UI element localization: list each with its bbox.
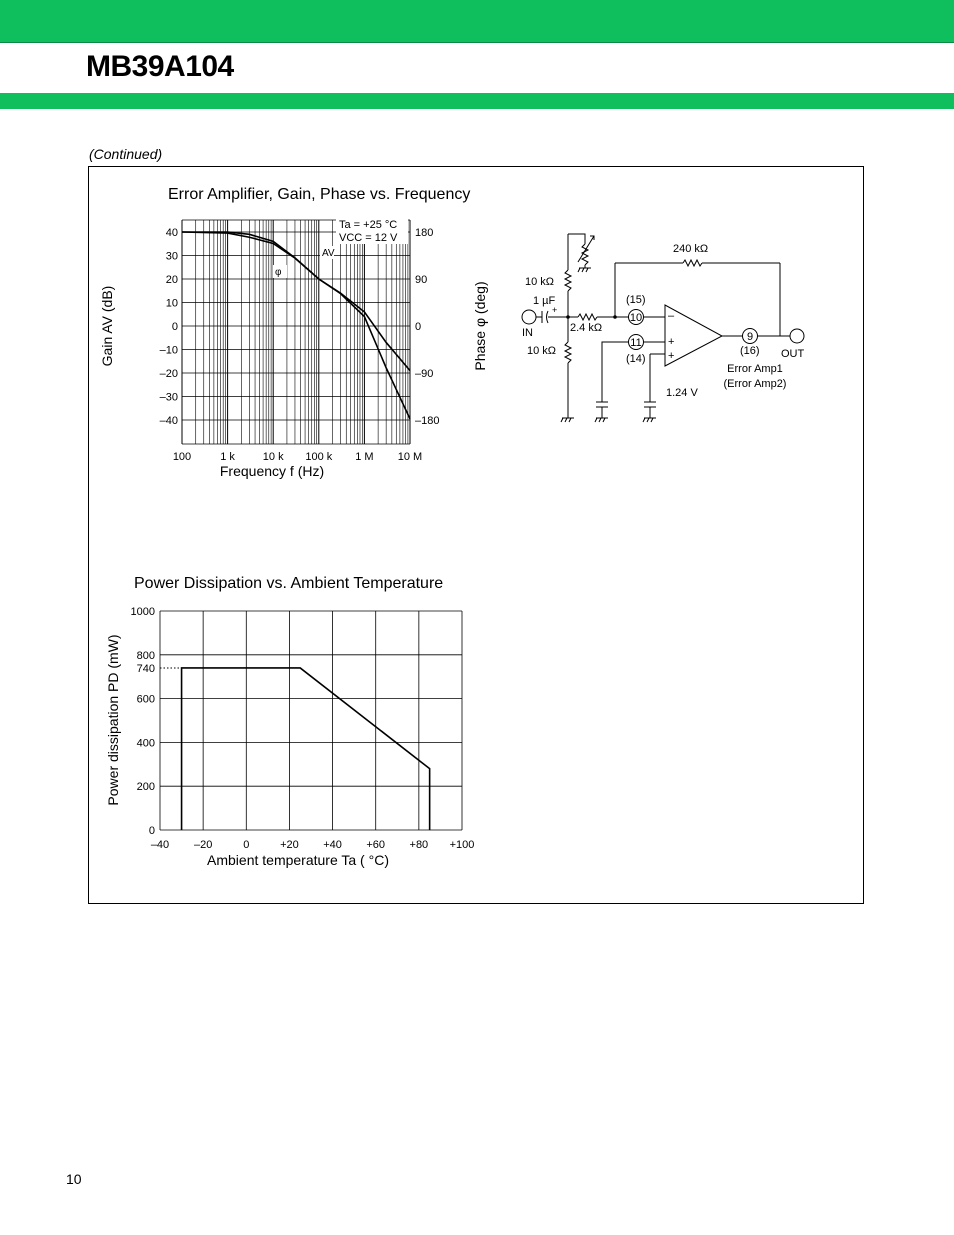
x-tick-label: +80 [409,839,429,851]
amp-name-alt: (Error Amp2) [723,378,787,390]
amp-name: Error Amp1 [727,363,783,375]
x-axis-label: Ambient temperature Ta ( °C) [207,852,389,868]
y2-tick-label: 90 [415,274,428,286]
series-resistor-label: 2.4 kΩ [570,322,603,334]
capacitor-label: 1 µF [533,295,556,307]
part-number-title: MB39A104 [86,50,234,83]
y-tick-label: 10 [165,297,178,310]
pin-noninv-number: 11 [630,337,642,349]
top-resistor-label: 10 kΩ [525,276,555,288]
x-tick-label: +40 [323,839,342,851]
opamp-plus-1: + [668,336,675,348]
y-tick-label: 800 [136,649,155,662]
output-label: OUT [781,348,805,360]
reference-voltage-label: 1.24 V [666,387,698,399]
series-label: AV [322,248,335,259]
y2-tick-label: –90 [415,368,434,380]
x-tick-label: 1 k [220,451,235,463]
pin-noninv-alt: (14) [626,353,646,365]
x-tick-label: 1 M [355,451,374,463]
x-tick-label: 100 [172,451,192,463]
y-tick-label: –10 [159,344,178,357]
y-tick-label: 200 [136,781,155,794]
opamp-minus: – [668,310,675,322]
y-tick-label: –40 [159,415,178,427]
x-tick-label: 10 k [262,451,284,463]
pin-out-alt: (16) [740,345,760,357]
continued-label: (Continued) [89,146,163,162]
y-axis-label: Power dissipation PD (mW) [105,634,121,806]
x-tick-label: –40 [150,839,170,851]
x-tick-label: 0 [243,839,250,851]
y-tick-label: –20 [159,368,178,380]
page-number: 10 [66,1171,82,1187]
y2-tick-label: –180 [415,415,440,427]
x-tick-label: 10 M [397,451,423,463]
pin-out-number: 9 [746,331,754,343]
y-tick-label: 30 [165,250,178,263]
y2-axis-label: Phase φ (deg) [472,281,488,371]
opamp-plus-2: + [668,350,675,362]
y-axis-label: Gain AV (dB) [99,285,115,367]
series-line [182,668,430,830]
y-tick-label: 600 [136,693,155,706]
condition-text: Ta = +25 °C [339,219,398,231]
y-tick-label: –30 [159,391,178,404]
x-tick-label: +60 [366,839,386,851]
x-tick-label: +20 [280,839,299,851]
y-tick-label: 20 [165,274,178,286]
y-tick-label: 40 [165,227,178,239]
y-tick-label: 0 [148,825,155,837]
y2-tick-label: 180 [415,227,434,239]
gain-phase-chart-title: Error Amplifier, Gain, Phase vs. Frequency [168,186,471,203]
capacitor-plus: + [552,305,558,315]
x-tick-label: 100 k [305,451,333,463]
y2-tick-label: 0 [415,321,422,333]
y-tick-label: 0 [171,321,178,333]
x-tick-label: +100 [449,839,475,851]
x-axis-label: Frequency f (Hz) [219,463,325,479]
bottom-resistor-label: 10 kΩ [527,345,557,357]
series-label: φ [275,267,282,278]
y-tick-label: 740 [136,662,155,675]
pin-inv-alt: (15) [626,294,646,306]
pin-inv-number: 10 [629,312,643,324]
y-tick-label: 1000 [130,606,155,618]
x-tick-label: –20 [193,839,213,851]
y-tick-label: 400 [136,737,155,750]
input-label: IN [522,327,533,339]
feedback-resistor-label: 240 kΩ [673,243,709,255]
condition-text: VCC = 12 V [339,232,398,244]
power-dissipation-chart-title: Power Dissipation vs. Ambient Temperature [134,575,444,592]
